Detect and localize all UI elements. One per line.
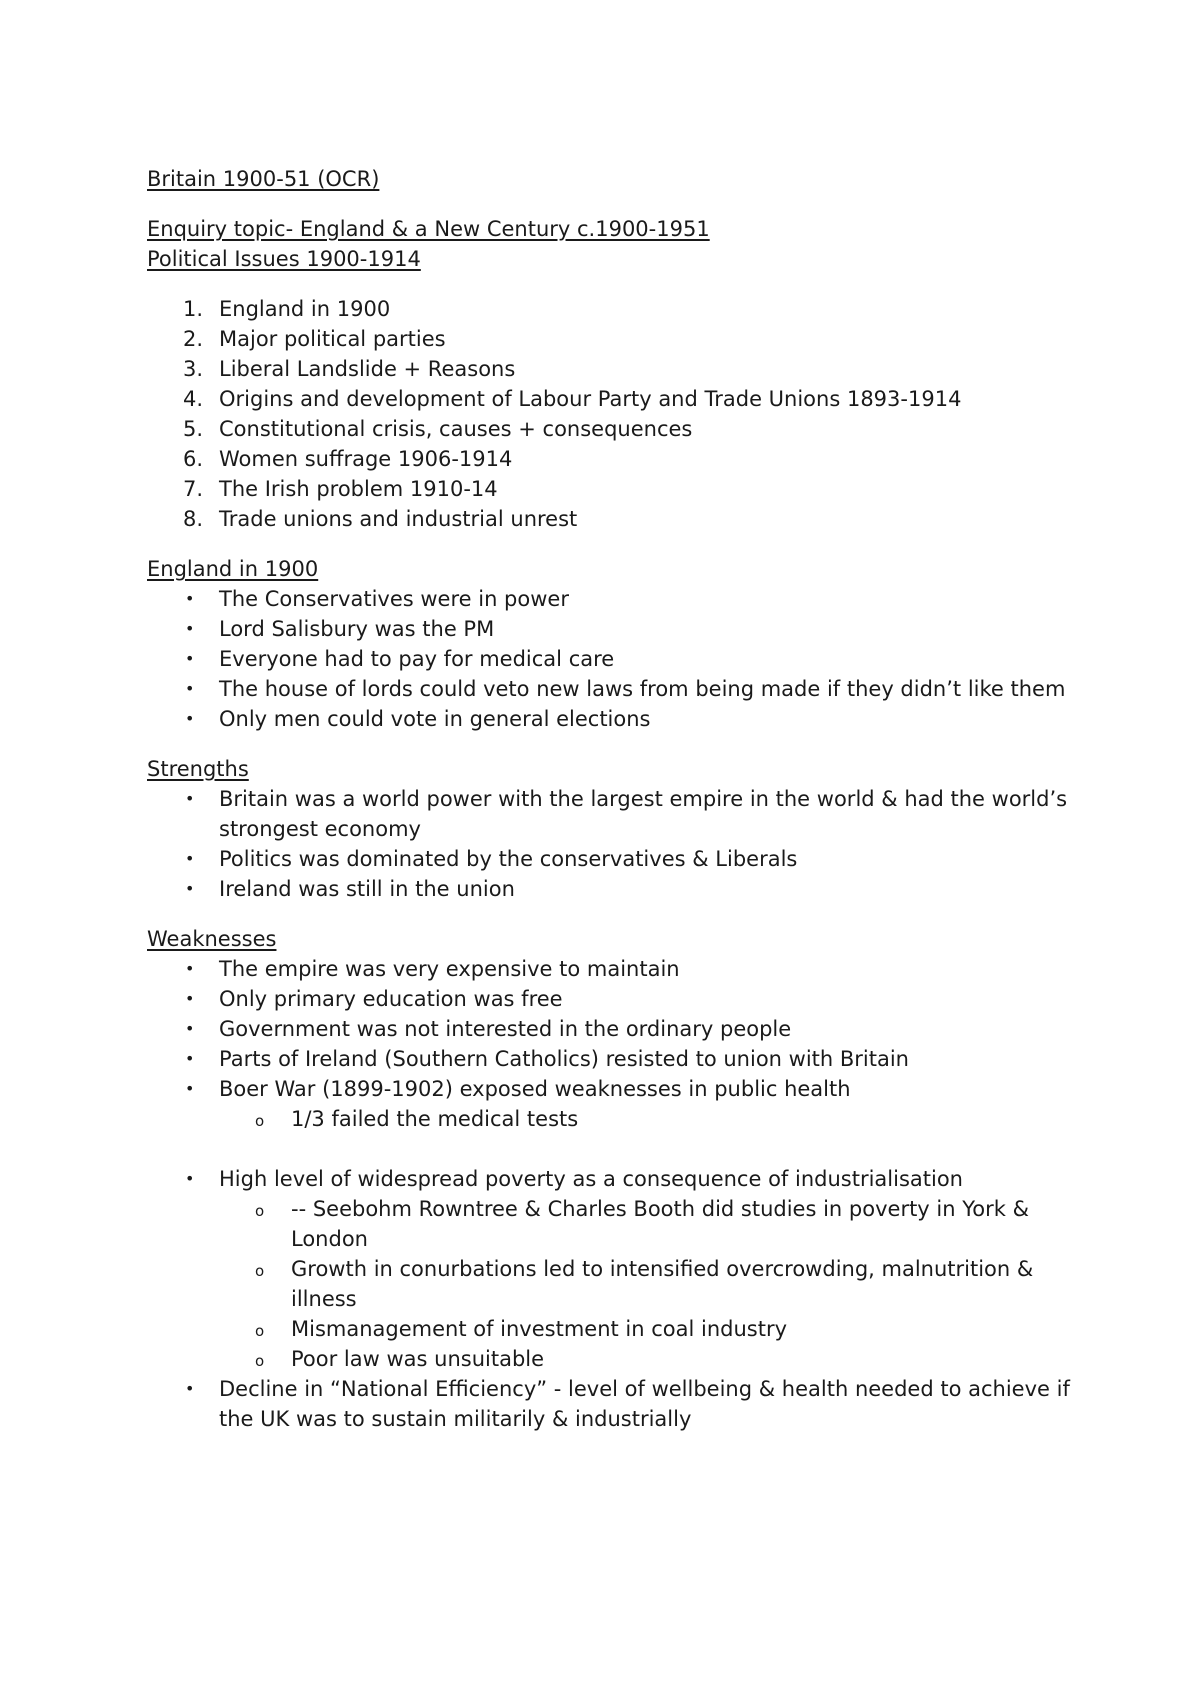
bullet-icon: •: [185, 1049, 195, 1068]
list-item: • Boer War (1899-1902) exposed weaknesses in public health o 1/3 failed the medical tests: [147, 1074, 1077, 1134]
list-item: • The Conservatives were in power: [147, 584, 1077, 614]
list-item: • High level of widespread poverty as a consequence of industrialisation o -- Seebohm Rowntree & Charles Booth did studies in poverty in York & London o Growth in conurbations led to intensified overcrowding, malnutrition & illness o Mismanagement of investment in coal industry o Poor law was unsuitable: [147, 1164, 1077, 1374]
list-item: • The empire was very expensive to maintain: [147, 954, 1077, 984]
bullet-icon: •: [185, 1169, 195, 1188]
poverty-sublist: [219, 1194, 1077, 1374]
sub-bullet-icon: o: [255, 1262, 265, 1280]
strengths-heading: Strengths: [147, 757, 249, 781]
bullet-icon: •: [185, 679, 195, 698]
bullet-icon: •: [185, 589, 195, 608]
topic-item: 6. Women suffrage 1906-1914: [183, 447, 513, 471]
england-1900-list: [147, 584, 1077, 734]
sub-bullet-icon: o: [255, 1112, 265, 1130]
list-item: • Decline in “National Efficiency” - level of wellbeing & health needed to achieve if the UK was to sustain militarily & industrially: [147, 1374, 1077, 1434]
document-title: Britain 1900-51 (OCR): [147, 167, 380, 191]
list-item: • Lord Salisbury was the PM: [147, 614, 1077, 644]
bullet-icon: •: [185, 789, 195, 808]
topic-item: 1. England in 1900: [183, 297, 391, 321]
list-item: • Everyone had to pay for medical care: [147, 644, 1077, 674]
list-item: • Britain was a world power with the largest empire in the world & had the world’s strongest economy: [147, 784, 1077, 844]
list-item: • Government was not interested in the ordinary people: [147, 1014, 1077, 1044]
bullet-icon: •: [185, 709, 195, 728]
sub-list-item: o 1/3 failed the medical tests: [219, 1104, 1077, 1134]
sub-bullet-icon: o: [255, 1352, 265, 1370]
topic-item: 8. Trade unions and industrial unrest: [183, 507, 578, 531]
sub-list-item: o Mismanagement of investment in coal industry: [219, 1314, 1077, 1344]
bullet-icon: •: [185, 959, 195, 978]
weaknesses-heading: Weaknesses: [147, 927, 277, 951]
document-content: [147, 164, 1077, 1434]
enquiry-topic: Enquiry topic- England & a New Century c.1900-1951: [147, 217, 710, 241]
bullet-icon: •: [185, 1079, 195, 1098]
sub-bullet-icon: o: [255, 1322, 265, 1340]
sub-bullet-icon: o: [255, 1202, 265, 1220]
list-item: • The house of lords could veto new laws from being made if they didn’t like them: [147, 674, 1077, 704]
topic-list: [147, 294, 1077, 534]
bullet-icon: •: [185, 879, 195, 898]
list-item: • Politics was dominated by the conservatives & Liberals: [147, 844, 1077, 874]
bullet-icon: •: [185, 649, 195, 668]
sub-list-item: o Growth in conurbations led to intensified overcrowding, malnutrition & illness: [255, 1257, 1034, 1311]
boer-war-sublist: [219, 1104, 1077, 1134]
section-subtitle: Political Issues 1900-1914: [147, 247, 421, 271]
england-1900-heading: England in 1900: [147, 557, 319, 581]
poverty-list: [147, 1164, 1077, 1434]
sub-list-item: o Poor law was unsuitable: [219, 1344, 1077, 1374]
topic-item: 2. Major political parties: [183, 327, 446, 351]
bullet-icon: •: [185, 989, 195, 1008]
topic-item: 7. The Irish problem 1910-14: [183, 477, 498, 501]
list-item: • Ireland was still in the union: [147, 874, 1077, 904]
strengths-list: [147, 784, 1077, 904]
list-item: • Parts of Ireland (Southern Catholics) resisted to union with Britain: [147, 1044, 1077, 1074]
bullet-icon: •: [185, 849, 195, 868]
topic-item: 5. Constitutional crisis, causes + consequences: [183, 417, 693, 441]
blank-line: [147, 1134, 1077, 1164]
bullet-icon: •: [185, 1019, 195, 1038]
list-item: • Only primary education was free: [147, 984, 1077, 1014]
bullet-icon: •: [185, 1379, 195, 1398]
bullet-icon: •: [185, 619, 195, 638]
topic-item: 4. Origins and development of Labour Party and Trade Unions 1893-1914: [183, 387, 962, 411]
sub-list-item: o -- Seebohm Rowntree & Charles Booth did studies in poverty in York & London: [255, 1197, 1029, 1251]
list-item: • Only men could vote in general elections: [147, 704, 1077, 734]
weaknesses-list: [147, 954, 1077, 1134]
topic-item: 3. Liberal Landslide + Reasons: [183, 357, 516, 381]
